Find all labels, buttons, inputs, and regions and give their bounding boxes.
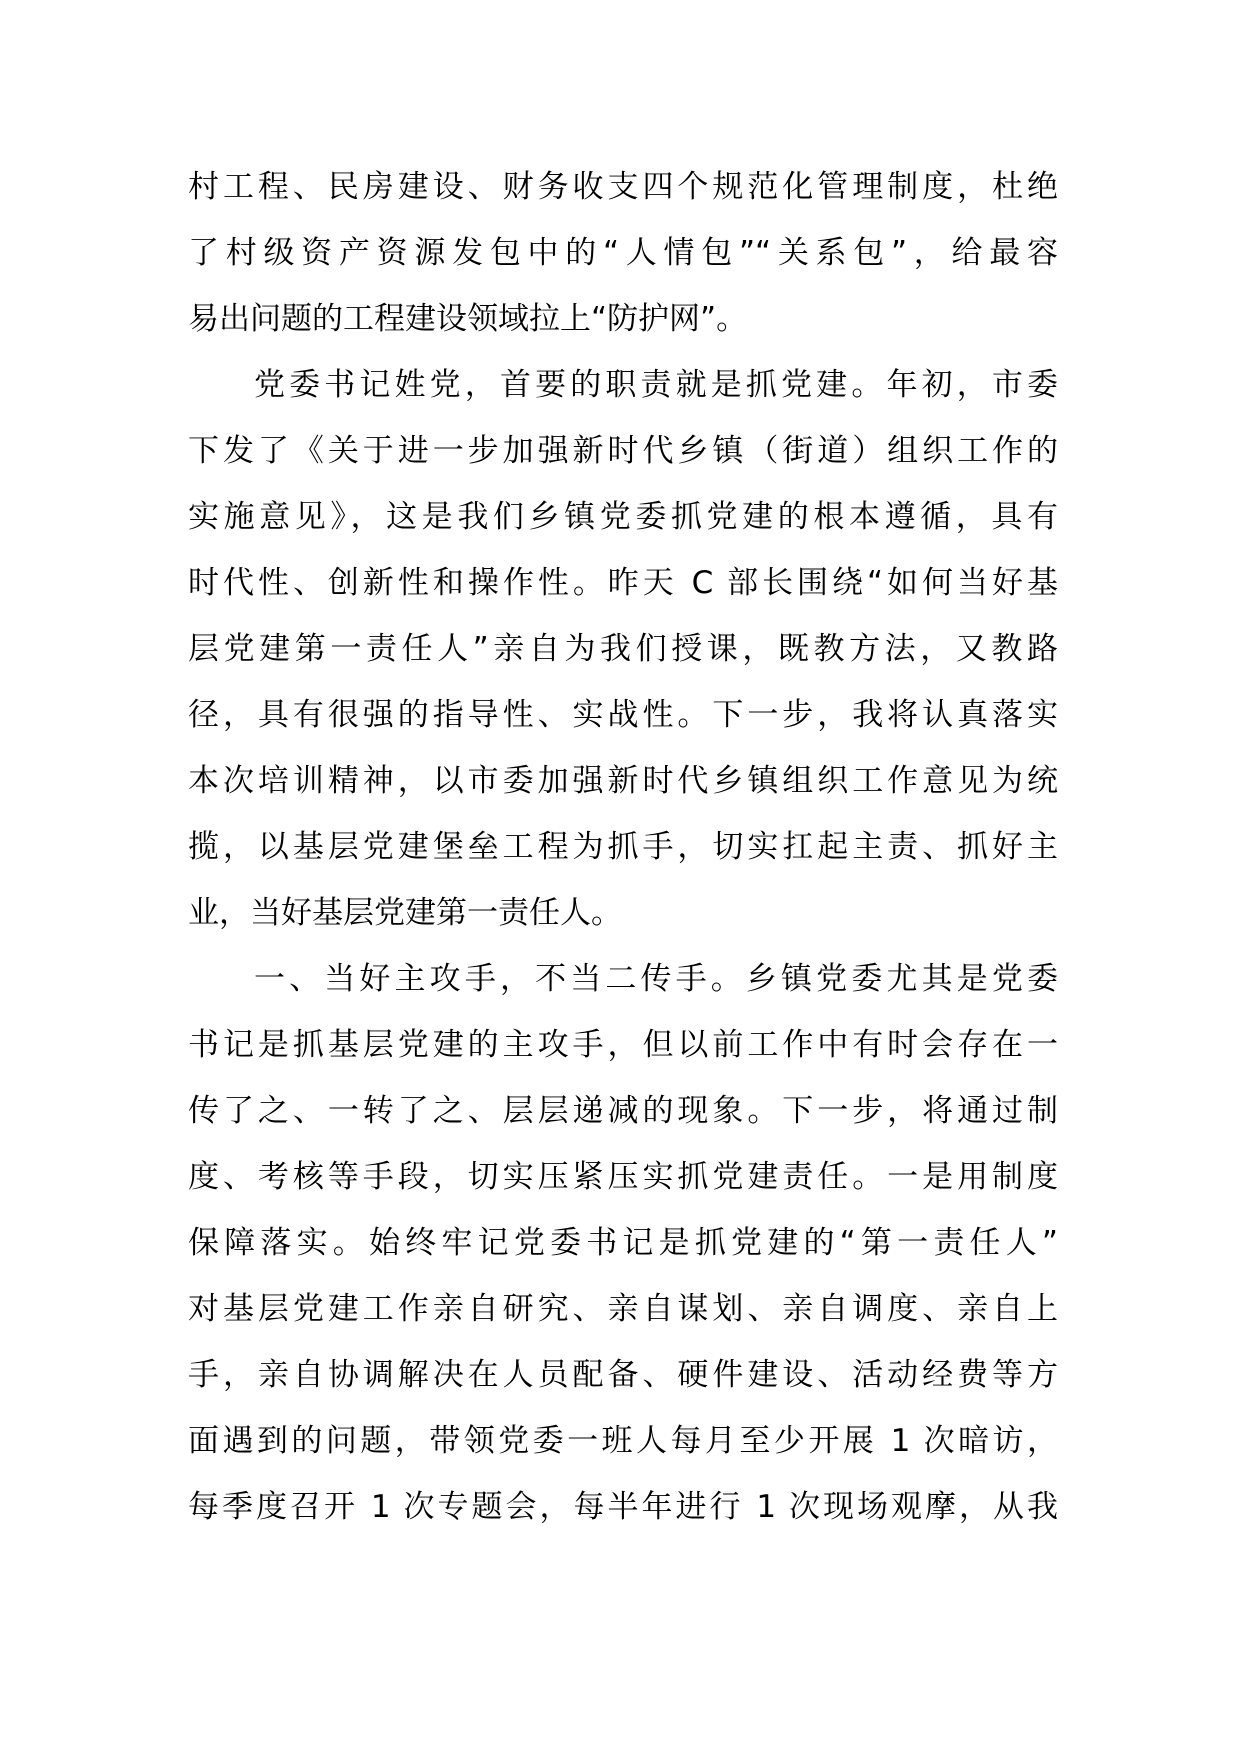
text-line: 度、考核等手段，切实压紧压实抓党建责任。一是用制度 (188, 1159, 1058, 1195)
text-line: 实施意见》，这是我们乡镇党委抓党建的根本遵循，具有 (188, 499, 1058, 535)
text-line: 下发了《关于进一步加强新时代乡镇（街道）组织工作的 (188, 433, 1058, 469)
text-line: 每季度召开 1 次专题会，每半年进行 1 次现场观摩，从我 (188, 1489, 1058, 1525)
text-line: 易出问题的工程建设领域拉上“防护网”。 (188, 301, 748, 337)
text-line: 揽，以基层党建堡垒工程为抓手，切实扛起主责、抓好主 (188, 829, 1058, 865)
text-line: 手，亲自协调解决在人员配备、硬件建设、活动经费等方 (188, 1357, 1058, 1393)
text-line: 面遇到的问题，带领党委一班人每月至少开展 1 次暗访， (188, 1423, 1058, 1459)
text-line: 径，具有很强的指导性、实战性。下一步，我将认真落实 (188, 697, 1058, 733)
text-line: 时代性、创新性和操作性。昨天 C 部长围绕“如何当好基 (188, 565, 1058, 601)
text-line: 了村级资产资源发包中的“人情包”“关系包”，给最容 (188, 235, 1058, 271)
text-line: 层党建第一责任人”亲自为我们授课，既教方法，又教路 (188, 631, 1058, 667)
text-line: 书记是抓基层党建的主攻手，但以前工作中有时会存在一 (188, 1027, 1058, 1063)
text-line: 业，当好基层党建第一责任人。 (188, 895, 622, 931)
text-line: 本次培训精神，以市委加强新时代乡镇组织工作意见为统 (188, 763, 1058, 799)
text-line: 传了之、一转了之、层层递减的现象。下一步，将通过制 (188, 1093, 1058, 1129)
text-line: 对基层党建工作亲自研究、亲自谋划、亲自调度、亲自上 (188, 1291, 1058, 1327)
body-text (188, 154, 1058, 1540)
text-line: 党委书记姓党，首要的职责就是抓党建。年初，市委 (254, 367, 1058, 403)
text-line: 一、当好主攻手，不当二传手。乡镇党委尤其是党委 (254, 961, 1058, 997)
text-line: 村工程、民房建设、财务收支四个规范化管理制度，杜绝 (188, 169, 1058, 205)
text-line: 保障落实。始终牢记党委书记是抓党建的“第一责任人” (188, 1225, 1058, 1261)
